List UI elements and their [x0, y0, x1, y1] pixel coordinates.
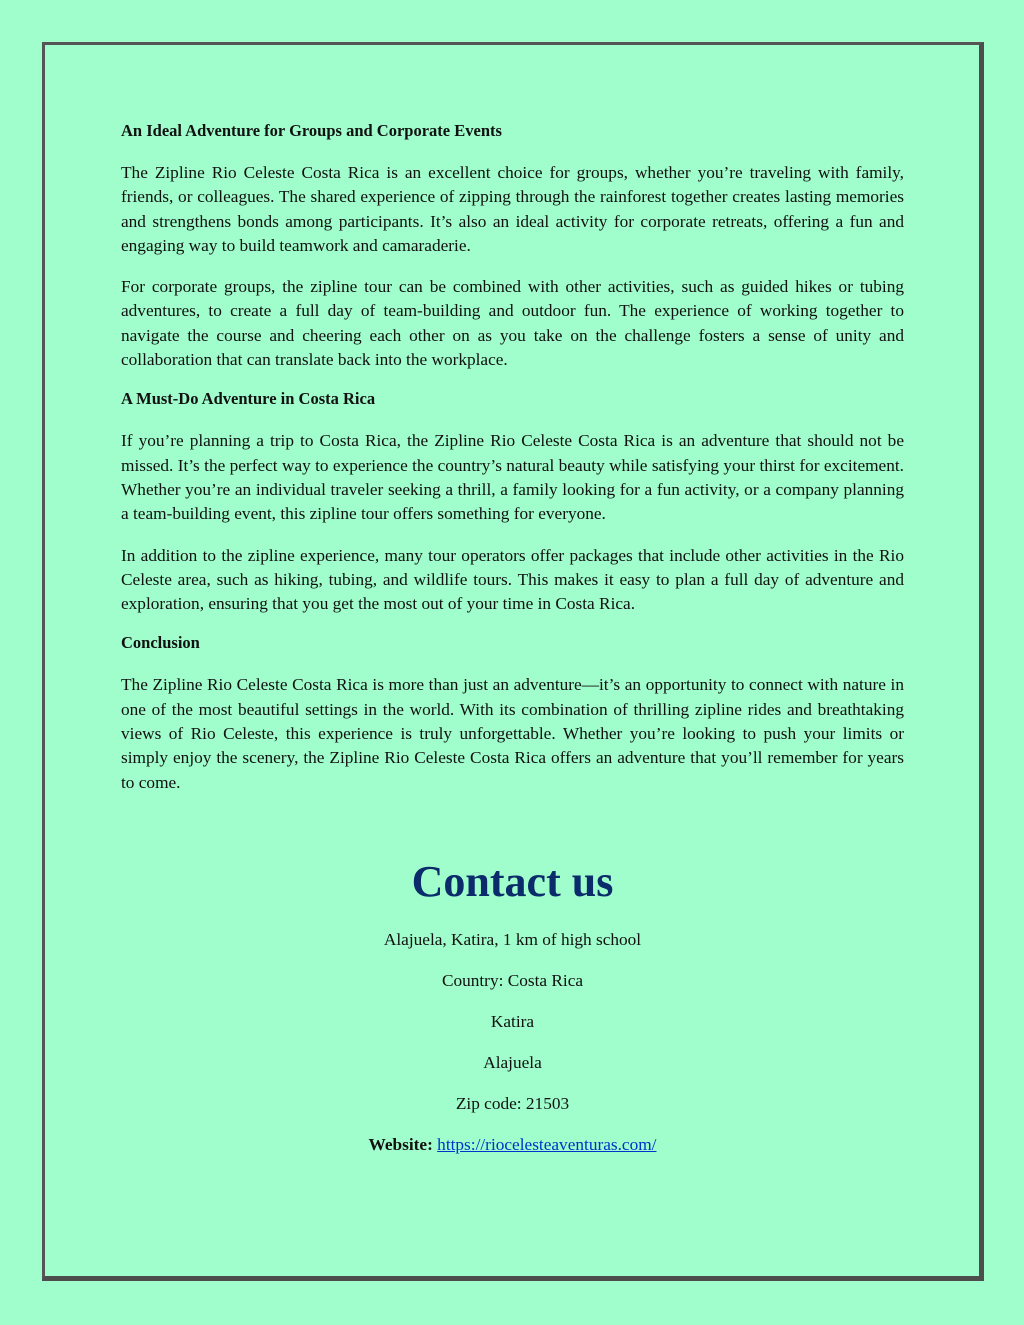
contact-country: Country: Costa Rica [441, 971, 584, 990]
website-label: Website: [368, 1135, 433, 1154]
section-conclusion [121, 633, 904, 794]
contact-address: Alajuela, Katira, 1 km of high school [383, 930, 642, 949]
paragraph: The Zipline Rio Celeste Costa Rica is more than just an adventure—it’s an opportunity to connect with nature in one of the most beautiful settings in the world. With its combination of thrilling zipline rides and breathtaking views of Rio Celeste, this experience is truly unforgettable. Whether you’re looking to push your limits or simply enjoy the scenery, the Zipline Rio Celeste Costa Rica offers an adventure that you’ll remember for years to come. [121, 675, 904, 792]
section-heading: A Must-Do Adventure in Costa Rica [121, 389, 376, 409]
contact-city: Katira [490, 1012, 535, 1031]
contact-province: Alajuela [483, 1053, 542, 1072]
contact-website [121, 1135, 904, 1155]
article-body [121, 121, 904, 812]
contact-title: Contact us [411, 857, 614, 906]
section-heading: An Ideal Adventure for Groups and Corporate Events [121, 121, 502, 140]
paragraph: For corporate groups, the zipline tour can be combined with other activities, such as guided hikes or tubing adventures, to create a full day of team-building and outdoor fun. The experience of working together to navigate the course and cheering each other on as you take on the challenge fosters a sense of unity and collaboration that can translate back into the workplace. [121, 277, 904, 370]
section-must-do [121, 389, 904, 616]
paragraph: The Zipline Rio Celeste Costa Rica is an excellent choice for groups, whether you’re traveling with family, friends, or colleagues. The shared experience of zipping through the rainforest together creates lasting memories and strengthens bonds among participants. It’s also an ideal activity for corporate retreats, offering a fun and engaging way to build teamwork and camaraderie. [121, 163, 904, 255]
paragraph: If you’re planning a trip to Costa Rica, the Zipline Rio Celeste Costa Rica is an adventure that should not be missed. It’s the perfect way to experience the country’s natural beauty while satisfying your thirst for excitement. Whether you’re an individual traveler seeking a thrill, a family looking for a fun activity, or a company planning a team-building event, this zipline tour offers something for everyone. [121, 431, 904, 524]
section-heading: Conclusion [121, 633, 200, 653]
paragraph: In addition to the zipline experience, many tour operators offer packages that include other activities in the Rio Celeste area, such as hiking, tubing, and wildlife tours. This makes it easy to plan a full day of adventure and exploration, ensuring that you get the most out of your time in Costa Rica. [121, 545, 904, 614]
website-link[interactable]: https://riocelesteaventuras.com/ [437, 1135, 657, 1154]
contact-block [121, 852, 904, 1176]
section-groups-corporate [121, 121, 904, 372]
contact-zip: Zip code: 21503 [455, 1094, 570, 1113]
